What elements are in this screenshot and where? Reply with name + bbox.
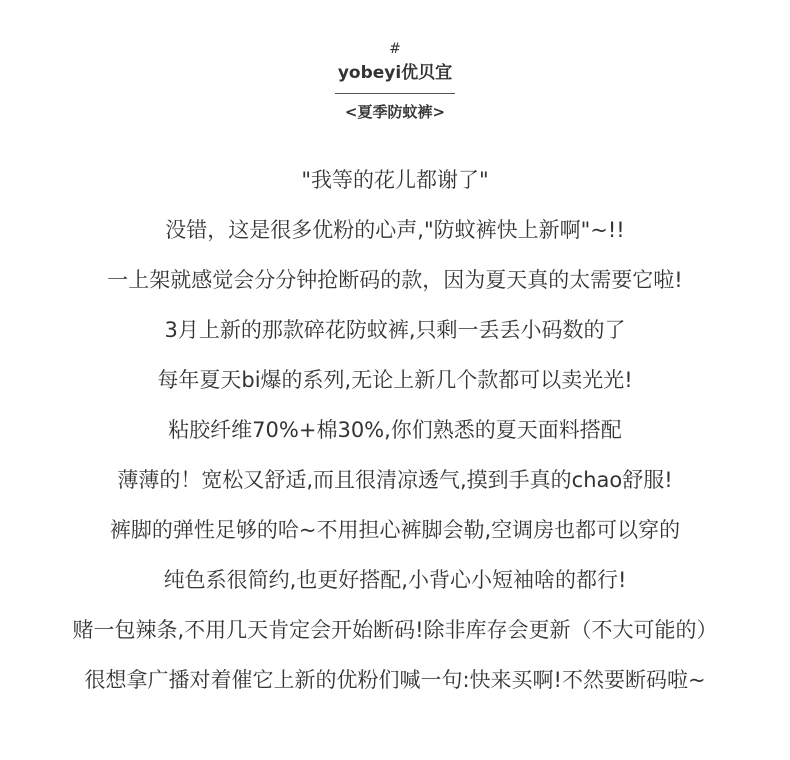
article-subtitle: <夏季防蚊裤> [344,103,446,121]
body-line-6: 粘胶纤维70%+棉30%,你们熟悉的夏天面料搭配 [168,418,622,442]
article-header [0,40,790,122]
hash-mark: # [389,41,401,57]
body-line-10: 赌一包辣条,不用几天肯定会开始断码!除非库存会更新（不大可能的） [72,618,718,642]
body-line-1: "我等的花儿都谢了" [301,168,489,192]
body-line-4: 3月上新的那款碎花防蚊裤,只剩一丢丢小码数的了 [164,318,626,342]
body-line-5: 每年夏天bi爆的系列,无论上新几个款都可以卖光光! [157,368,633,392]
divider-line [335,93,455,94]
body-line-11: 很想拿广播对着催它上新的优粉们喊一句:快来买啊!不然要断码啦~ [84,668,706,692]
body-line-3: 一上架就感觉会分分钟抢断码的款，因为夏天真的太需要它啦! [107,268,683,292]
article-body [0,155,790,705]
brand-name: yobeyi优贝宜 [337,63,453,83]
body-line-2: 没错，这是很多优粉的心声,"防蚊裤快上新啊"~!! [165,218,625,242]
body-line-8: 裤脚的弹性足够的哈~不用担心裤脚会勒,空调房也都可以穿的 [109,518,681,542]
body-line-9: 纯色系很简约,也更好搭配,小背心小短袖啥的都行! [163,568,627,592]
body-line-7: 薄薄的！宽松又舒适,而且很清凉透气,摸到手真的chao舒服! [117,468,673,492]
